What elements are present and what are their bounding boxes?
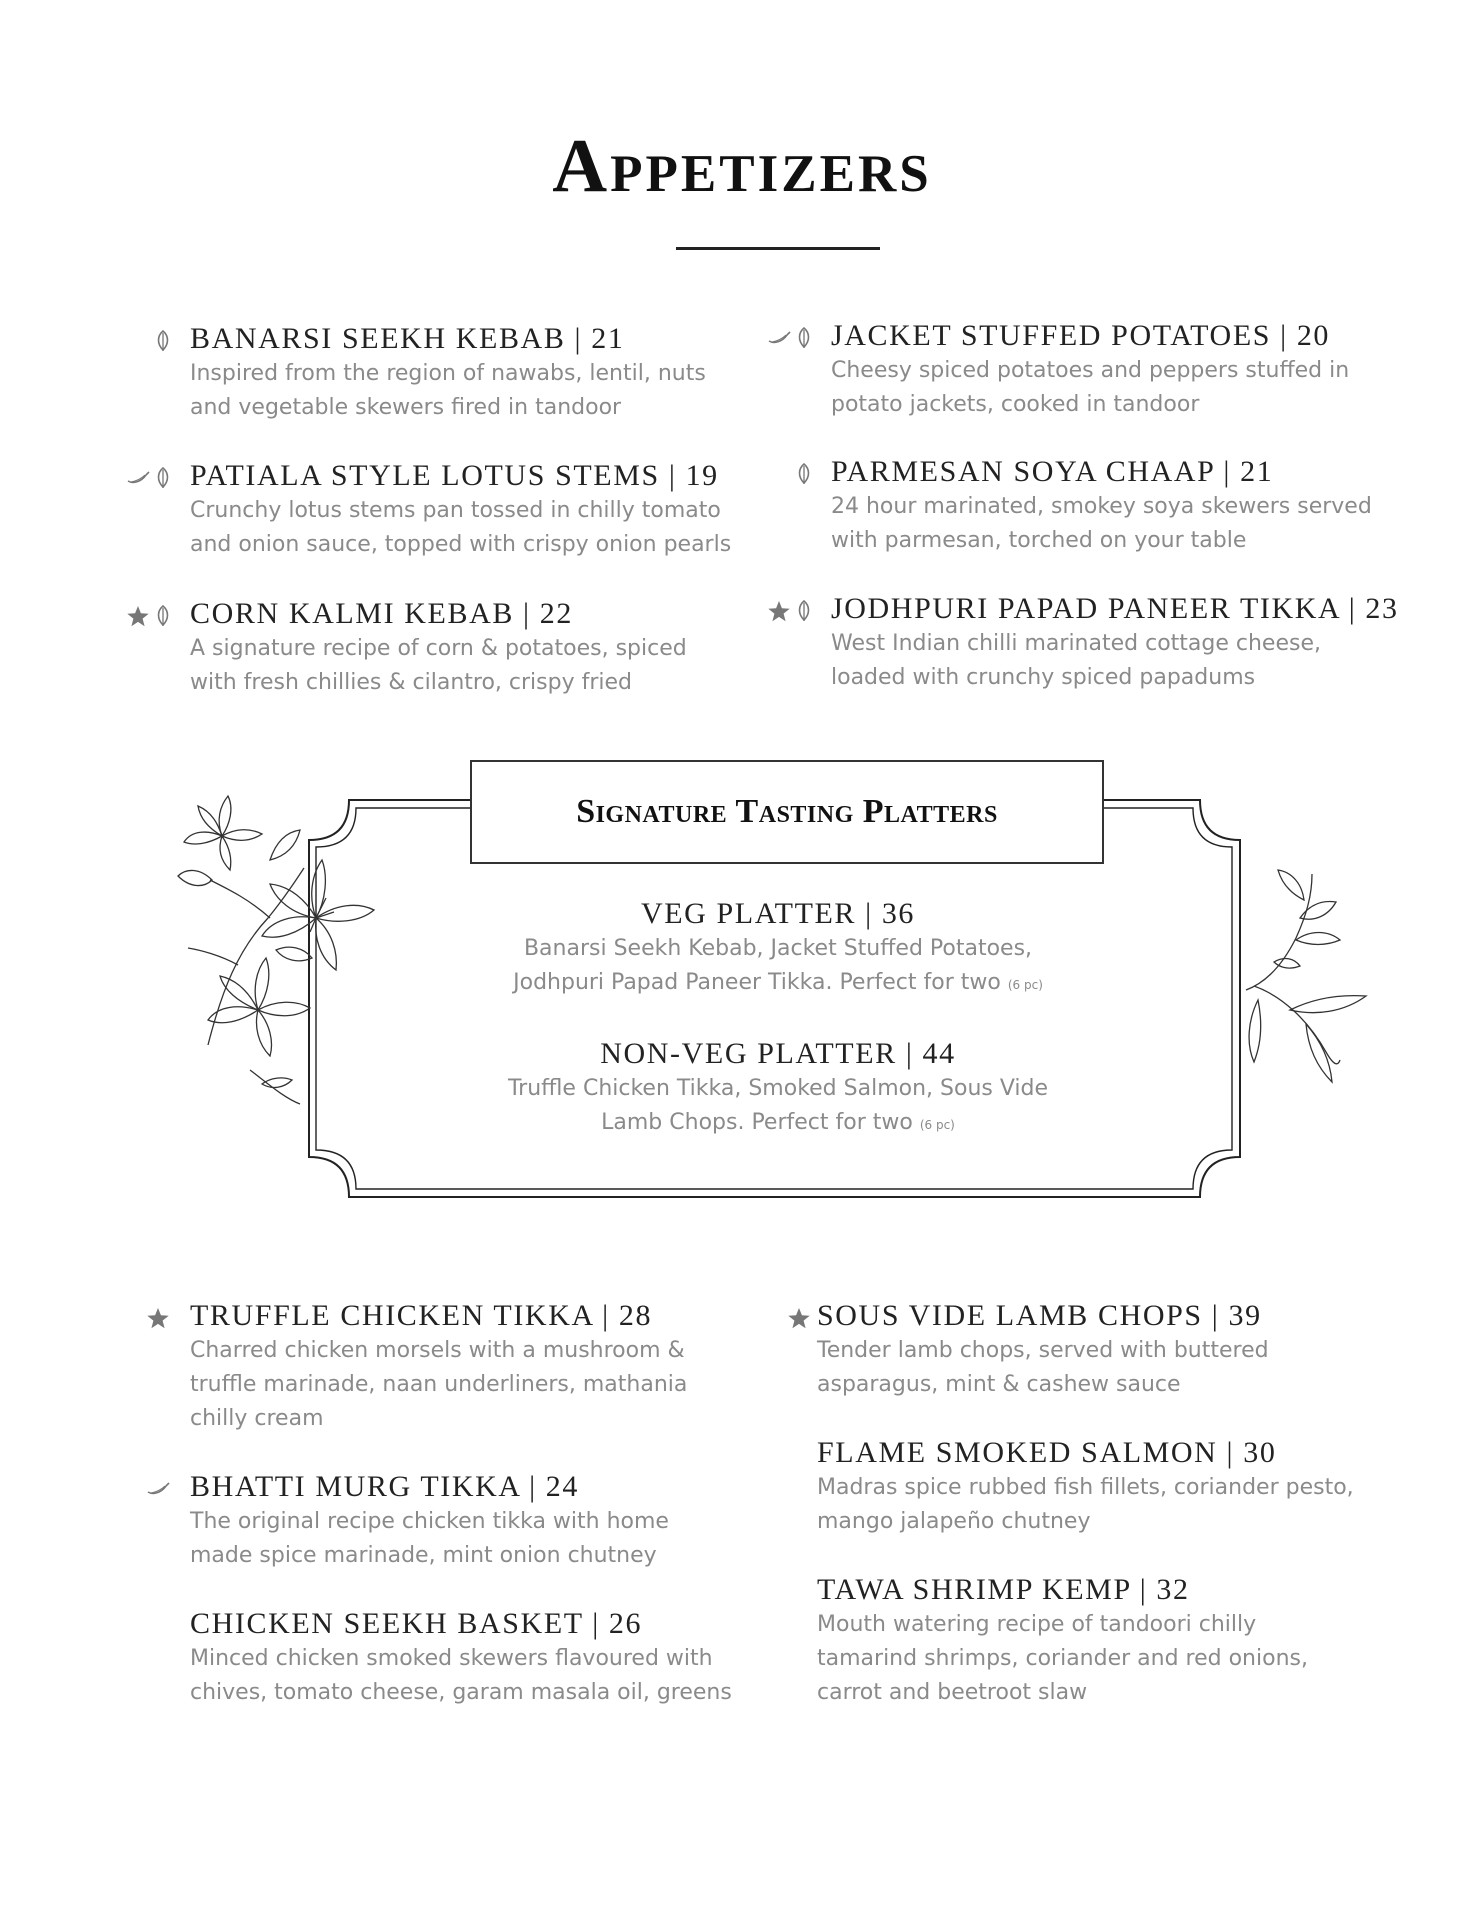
- platter-title-box: [470, 760, 1104, 864]
- item-name: BHATTI MURG TIKKA | 24: [190, 1470, 579, 1503]
- item-badges: [100, 1305, 170, 1331]
- platter-non-veg: [460, 1035, 1096, 1142]
- menu-item-truffle-chicken-tikka: [190, 1297, 750, 1436]
- piece-count: (6 pc): [919, 1118, 955, 1132]
- item-name: CHICKEN SEEKH BASKET | 26: [190, 1607, 643, 1640]
- menu-item-flame-smoked-salmon: [817, 1434, 1387, 1539]
- platter-section-title: Signature Tasting Platters: [576, 793, 998, 830]
- star-icon: [146, 1307, 170, 1329]
- page-title: Appetizers: [552, 124, 932, 208]
- platter-name: VEG PLATTER | 36: [640, 897, 916, 930]
- item-description: Madras spice rubbed fish fillets, coriander pesto, mango jalapeño chutney: [817, 1475, 1354, 1534]
- item-name: JACKET STUFFED POTATOES | 20: [831, 319, 1331, 352]
- item-name: BANARSI SEEKH KEBAB | 21: [190, 322, 625, 355]
- item-badges: [100, 1476, 170, 1502]
- item-description: West Indian chilli marinated cottage cheese, loaded with crunchy spiced papadums: [831, 631, 1321, 690]
- chili-pepper-icon: [146, 1482, 170, 1496]
- platter-description: Banarsi Seekh Kebab, Jacket Stuffed Potatoes, Jodhpuri Papad Paneer Tikka. Perfect for two (6 pc): [513, 936, 1043, 995]
- floral-illustration-right: [1246, 870, 1366, 1082]
- item-description: Mouth watering recipe of tandoori chilly tamarind shrimps, coriander and red onions, carrot and beetroot slaw: [817, 1612, 1308, 1705]
- menu-item-tawa-shrimp-kemp: [817, 1571, 1387, 1710]
- item-description: Tender lamb chops, served with buttered asparagus, mint & cashew sauce: [817, 1338, 1269, 1397]
- item-description: A signature recipe of corn & potatoes, spiced with fresh chillies & cilantro, crispy fried: [190, 636, 687, 695]
- menu-item-bhatti-murg-tikka: [190, 1468, 750, 1573]
- menu-item-sous-vide-lamb-chops: [817, 1297, 1387, 1402]
- floral-illustration-left: [178, 796, 374, 1104]
- star-icon: [787, 1307, 811, 1329]
- item-name: SOUS VIDE LAMB CHOPS | 39: [817, 1299, 1262, 1332]
- item-badges: [741, 1305, 811, 1331]
- item-description: Inspired from the region of nawabs, lentil, nuts and vegetable skewers fired in tandoor: [190, 361, 706, 420]
- item-name: FLAME SMOKED SALMON | 30: [817, 1436, 1277, 1469]
- item-name: TRUFFLE CHICKEN TIKKA | 28: [190, 1299, 653, 1332]
- item-name: PARMESAN SOYA CHAAP | 21: [831, 455, 1274, 488]
- platter-description: Truffle Chicken Tikka, Smoked Salmon, Sous Vide Lamb Chops. Perfect for two (6 pc): [507, 1076, 1049, 1135]
- item-name: PATIALA STYLE LOTUS STEMS | 19: [190, 459, 719, 492]
- item-description: Minced chicken smoked skewers flavoured with chives, tomato cheese, garam masala oil, greens: [190, 1646, 732, 1705]
- item-description: 24 hour marinated, smokey soya skewers served with parmesan, torched on your table: [831, 494, 1372, 553]
- menu-item-chicken-seekh-basket: [190, 1605, 750, 1710]
- piece-count: (6 pc): [1007, 978, 1043, 992]
- item-description: Cheesy spiced potatoes and peppers stuffed in potato jackets, cooked in tandoor: [831, 358, 1350, 417]
- item-description: Crunchy lotus stems pan tossed in chilly tomato and onion sauce, topped with crispy onion pearls: [190, 498, 732, 557]
- item-name: CORN KALMI KEBAB | 22: [190, 597, 573, 630]
- platter-veg: [460, 895, 1096, 1002]
- item-description: Charred chicken morsels with a mushroom & truffle marinade, naan underliners, mathania chilly cream: [190, 1338, 688, 1431]
- item-description: The original recipe chicken tikka with home made spice marinade, mint onion chutney: [190, 1509, 669, 1568]
- item-name: TAWA SHRIMP KEMP | 32: [817, 1573, 1190, 1606]
- platter-name: NON-VEG PLATTER | 44: [600, 1037, 956, 1070]
- item-name: JODHPURI PAPAD PANEER TIKKA | 23: [831, 592, 1399, 625]
